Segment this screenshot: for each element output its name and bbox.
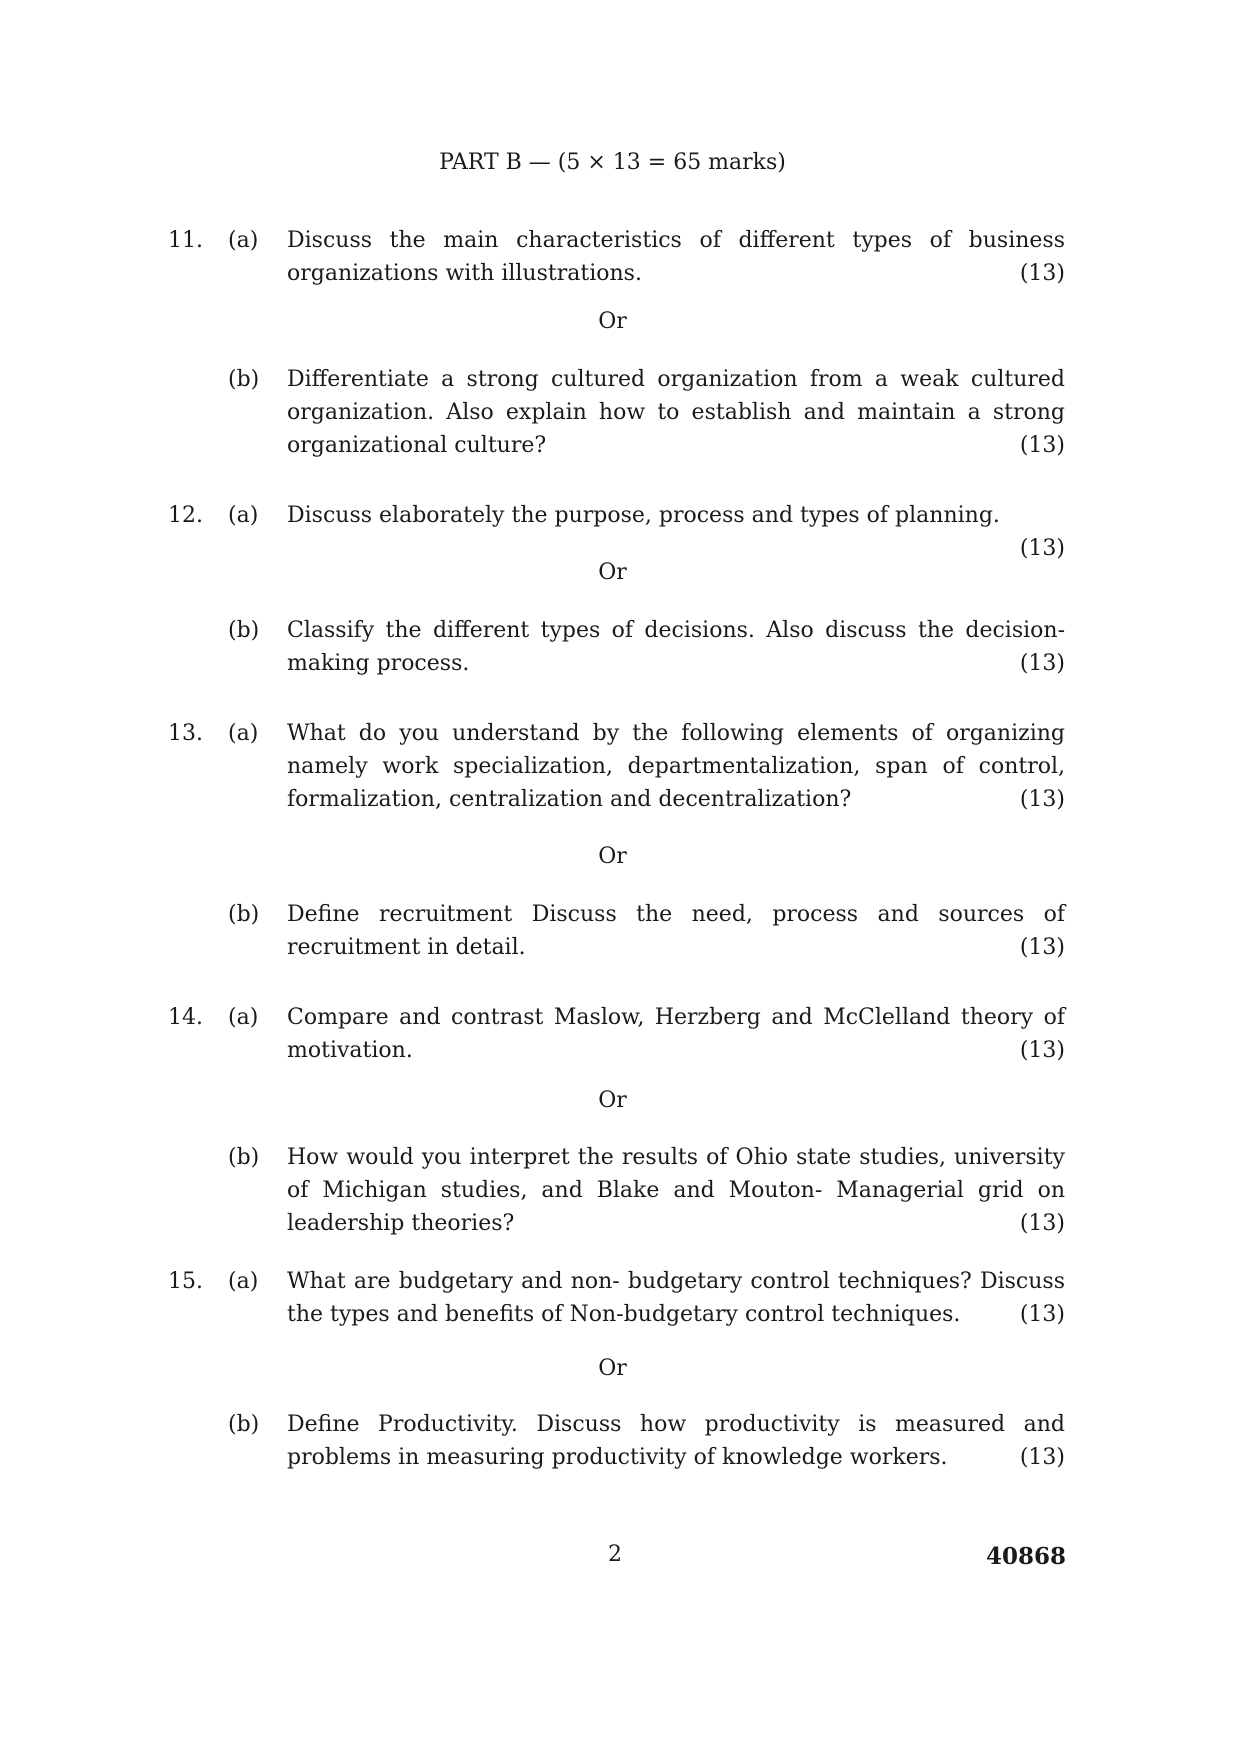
or-divider-11: Or [598, 309, 627, 334]
question-number-13: 13. [168, 721, 203, 746]
question-number-15: 15. [168, 1269, 203, 1294]
question-13-part-a-label: (a) [228, 721, 259, 746]
question-12-part-a-label: (a) [228, 503, 259, 528]
marks: (13) [1019, 787, 1065, 812]
question-number-12: 12. [168, 503, 203, 528]
question-15-part-b-text: Define Productivity. Discuss how productivity is measured and problems in measuring productivity of knowledge workers. (13) [287, 1408, 1065, 1474]
marks: (13) [1019, 536, 1065, 561]
question-11-part-a-label: (a) [228, 228, 259, 253]
part-heading: PART B — (5 × 13 = 65 marks) [439, 150, 786, 175]
marks: (13) [1019, 1302, 1065, 1327]
paper-code: 40868 [985, 1543, 1066, 1570]
question-number-11: 11. [168, 228, 203, 253]
question-12-part-b-label: (b) [228, 618, 260, 643]
marks: (13) [1019, 651, 1065, 676]
marks: (13) [1019, 935, 1065, 960]
question-15-part-b-label: (b) [228, 1412, 260, 1437]
question-13-part-a-text: What do you understand by the following elements of organizing namely work specialization, departmentalization, span of control, formalization, centralization and decentralization? (13) [287, 717, 1065, 816]
question-14-part-b-label: (b) [228, 1145, 260, 1170]
question-14-part-a-label: (a) [228, 1005, 259, 1030]
question-12-part-a-text: Discuss elaborately the purpose, process and types of planning. (13) [287, 499, 1065, 565]
marks: (13) [1019, 1038, 1065, 1063]
question-12-part-b-text: Classify the different types of decisions. Also discuss the decision-making process. (13) [287, 614, 1065, 680]
or-divider-13: Or [598, 844, 627, 869]
question-11-part-b-text: Differentiate a strong cultured organization from a weak cultured organization. Also explain how to establish and maintain a strong organizational culture? (13) [287, 363, 1065, 462]
marks: (13) [1019, 433, 1065, 458]
question-number-14: 14. [168, 1005, 203, 1030]
marks: (13) [1019, 1211, 1065, 1236]
question-15-part-a-label: (a) [228, 1269, 259, 1294]
or-divider-12: Or [598, 560, 627, 585]
question-14-part-b-text: How would you interpret the results of Ohio state studies, university of Michigan studies, and Blake and Mouton- Managerial grid on leadership theories? (13) [287, 1141, 1065, 1240]
or-divider-14: Or [598, 1088, 627, 1113]
question-13-part-b-label: (b) [228, 902, 260, 927]
marks: (13) [1019, 261, 1065, 286]
question-11-part-b-label: (b) [228, 367, 260, 392]
or-divider-15: Or [598, 1356, 627, 1381]
question-14-part-a-text: Compare and contrast Maslow, Herzberg and McClelland theory of motivation. (13) [287, 1001, 1065, 1067]
marks: (13) [1019, 1445, 1065, 1470]
question-15-part-a-text: What are budgetary and non- budgetary control techniques? Discuss the types and benefits of Non-budgetary control techniques. (13) [287, 1265, 1065, 1331]
question-11-part-a-text: Discuss the main characteristics of different types of business organizations with illustrations. (13) [287, 224, 1065, 290]
page-number: 2 [608, 1542, 622, 1567]
question-13-part-b-text: Define recruitment Discuss the need, process and sources of recruitment in detail. (13) [287, 898, 1065, 964]
